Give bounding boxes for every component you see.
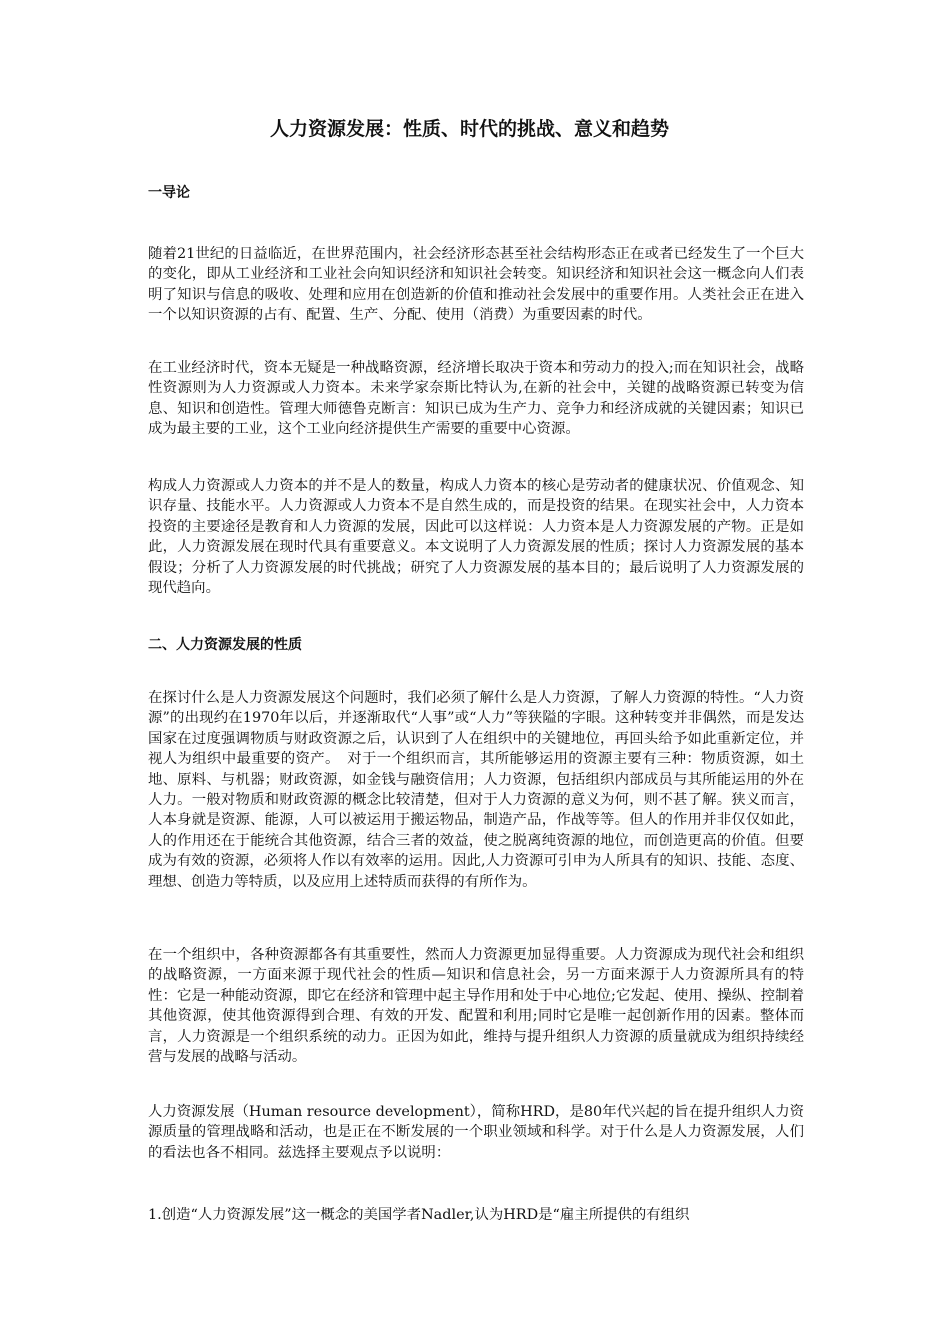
paragraph: 在工业经济时代，资本无疑是一种战略资源，经济增长取决于资本和劳动力的投入;而在知识社会，战略性资源则为人力资源或人力资本。未来学家奈斯比特认为,在新的社会中，关键的战略资源已转变为信息、知识和创造性。管理大师德鲁克断言：知识已成为生产力、竞争力和经济成就的关键因素；知识已成为最主要的工业，这个工业向经济提供生产需要的重要中心资源。 — [148, 360, 804, 438]
section-heading-introduction: 一导论 — [148, 185, 190, 201]
paragraph: 在探讨什么是人力资源发展这个问题时，我们必须了解什么是人力资源，了解人力资源的特性。“人力资源”的出现约在1970年以后，并逐渐取代“人事”或“人力”等狭隘的字眼。这种转变并非偶然，而是发达国家在过度强调物质与财政资源之后，认识到了人在组织中的关键地位，再回头给予如此重新定位，并视人为组织中最重要的资产。 对于一个组织而言，其所能够运用的资源主要有三种：物质资源，如土地、原料、与机器；财政资源，如金钱与融资信用；人力资源，包括组织内部成员与其所能运用的外在人力。一般对物质和财政资源的概念比较清楚，但对于人力资源的意义为何，则不甚了解。狭义而言，人本身就是资源、能源，人可以被运用于搬运物品，制造产品，作战等等。但人的作用并非仅仅如此，人的作用还在于能统合其他资源，结合三者的效益，使之脱离纯资源的地位，而创造更高的价值。但要成为有效的资源，必须将人作以有效率的运用。因此,人力资源可引申为人所具有的知识、技能、态度、理想、创造力等特质，以及应用上述特质而获得的有所作为。 — [148, 690, 804, 890]
paragraph: 随着21世纪的日益临近，在世界范围内，社会经济形态甚至社会结构形态正在或者已经发生了一个巨大的变化，即从工业经济和工业社会向知识经济和知识社会转变。知识经济和知识社会这一概念向人们表明了知识与信息的吸收、处理和应用在创造新的价值和推动社会发展中的重要作用。人类社会正在进入一个以知识资源的占有、配置、生产、分配、使用（消费）为重要因素的时代。 — [148, 246, 804, 324]
paragraph: 在一个组织中，各种资源都各有其重要性，然而人力资源更加显得重要。人力资源成为现代社会和组织的战略资源，一方面来源于现代社会的性质—知识和信息社会，另一方面来源于人力资源所具有的特性：它是一种能动资源，即它在经济和管理中起主导作用和处于中心地位;它发起、使用、操纵、控制着其他资源，使其他资源得到合理、有效的开发、配置和利用;同时它是唯一起创新作用的因素。整体而言，人力资源是一个组织系统的动力。正因为如此，维持与提升组织人力资源的质量就成为组织持续经营与发展的战略与活动。 — [148, 947, 804, 1066]
paragraph: 1.创造“人力资源发展”这一概念的美国学者Nadler,认为HRD是“雇主所提供的有组织 — [148, 1207, 690, 1223]
paragraph: 构成人力资源或人力资本的并不是人的数量，构成人力资本的核心是劳动者的健康状况、价值观念、知识存量、技能水平。人力资源或人力资本不是自然生成的，而是投资的结果。在现实社会中，人力资本投资的主要途径是教育和人力资源的发展，因此可以这样说：人力资本是人力资源发展的产物。正是如此，人力资源发展在现时代具有重要意义。本文说明了人力资源发展的性质；探讨人力资源发展的基本假设；分析了人力资源发展的时代挑战；研究了人力资源发展的基本目的；最后说明了人力资源发展的现代趋向。 — [148, 478, 804, 597]
paragraph: 人力资源发展（Human resource development），简称HRD，是80年代兴起的旨在提升组织人力资源质量的管理战略和活动，也是正在不断发展的一个职业领域和科学。对于什么是人力资源发展，人们的看法也各不相同。兹选择主要观点予以说明： — [148, 1104, 804, 1161]
document-title: 人力资源发展：性质、时代的挑战、意义和趋势 — [270, 118, 670, 140]
section-heading-nature: 二、人力资源发展的性质 — [148, 637, 302, 653]
